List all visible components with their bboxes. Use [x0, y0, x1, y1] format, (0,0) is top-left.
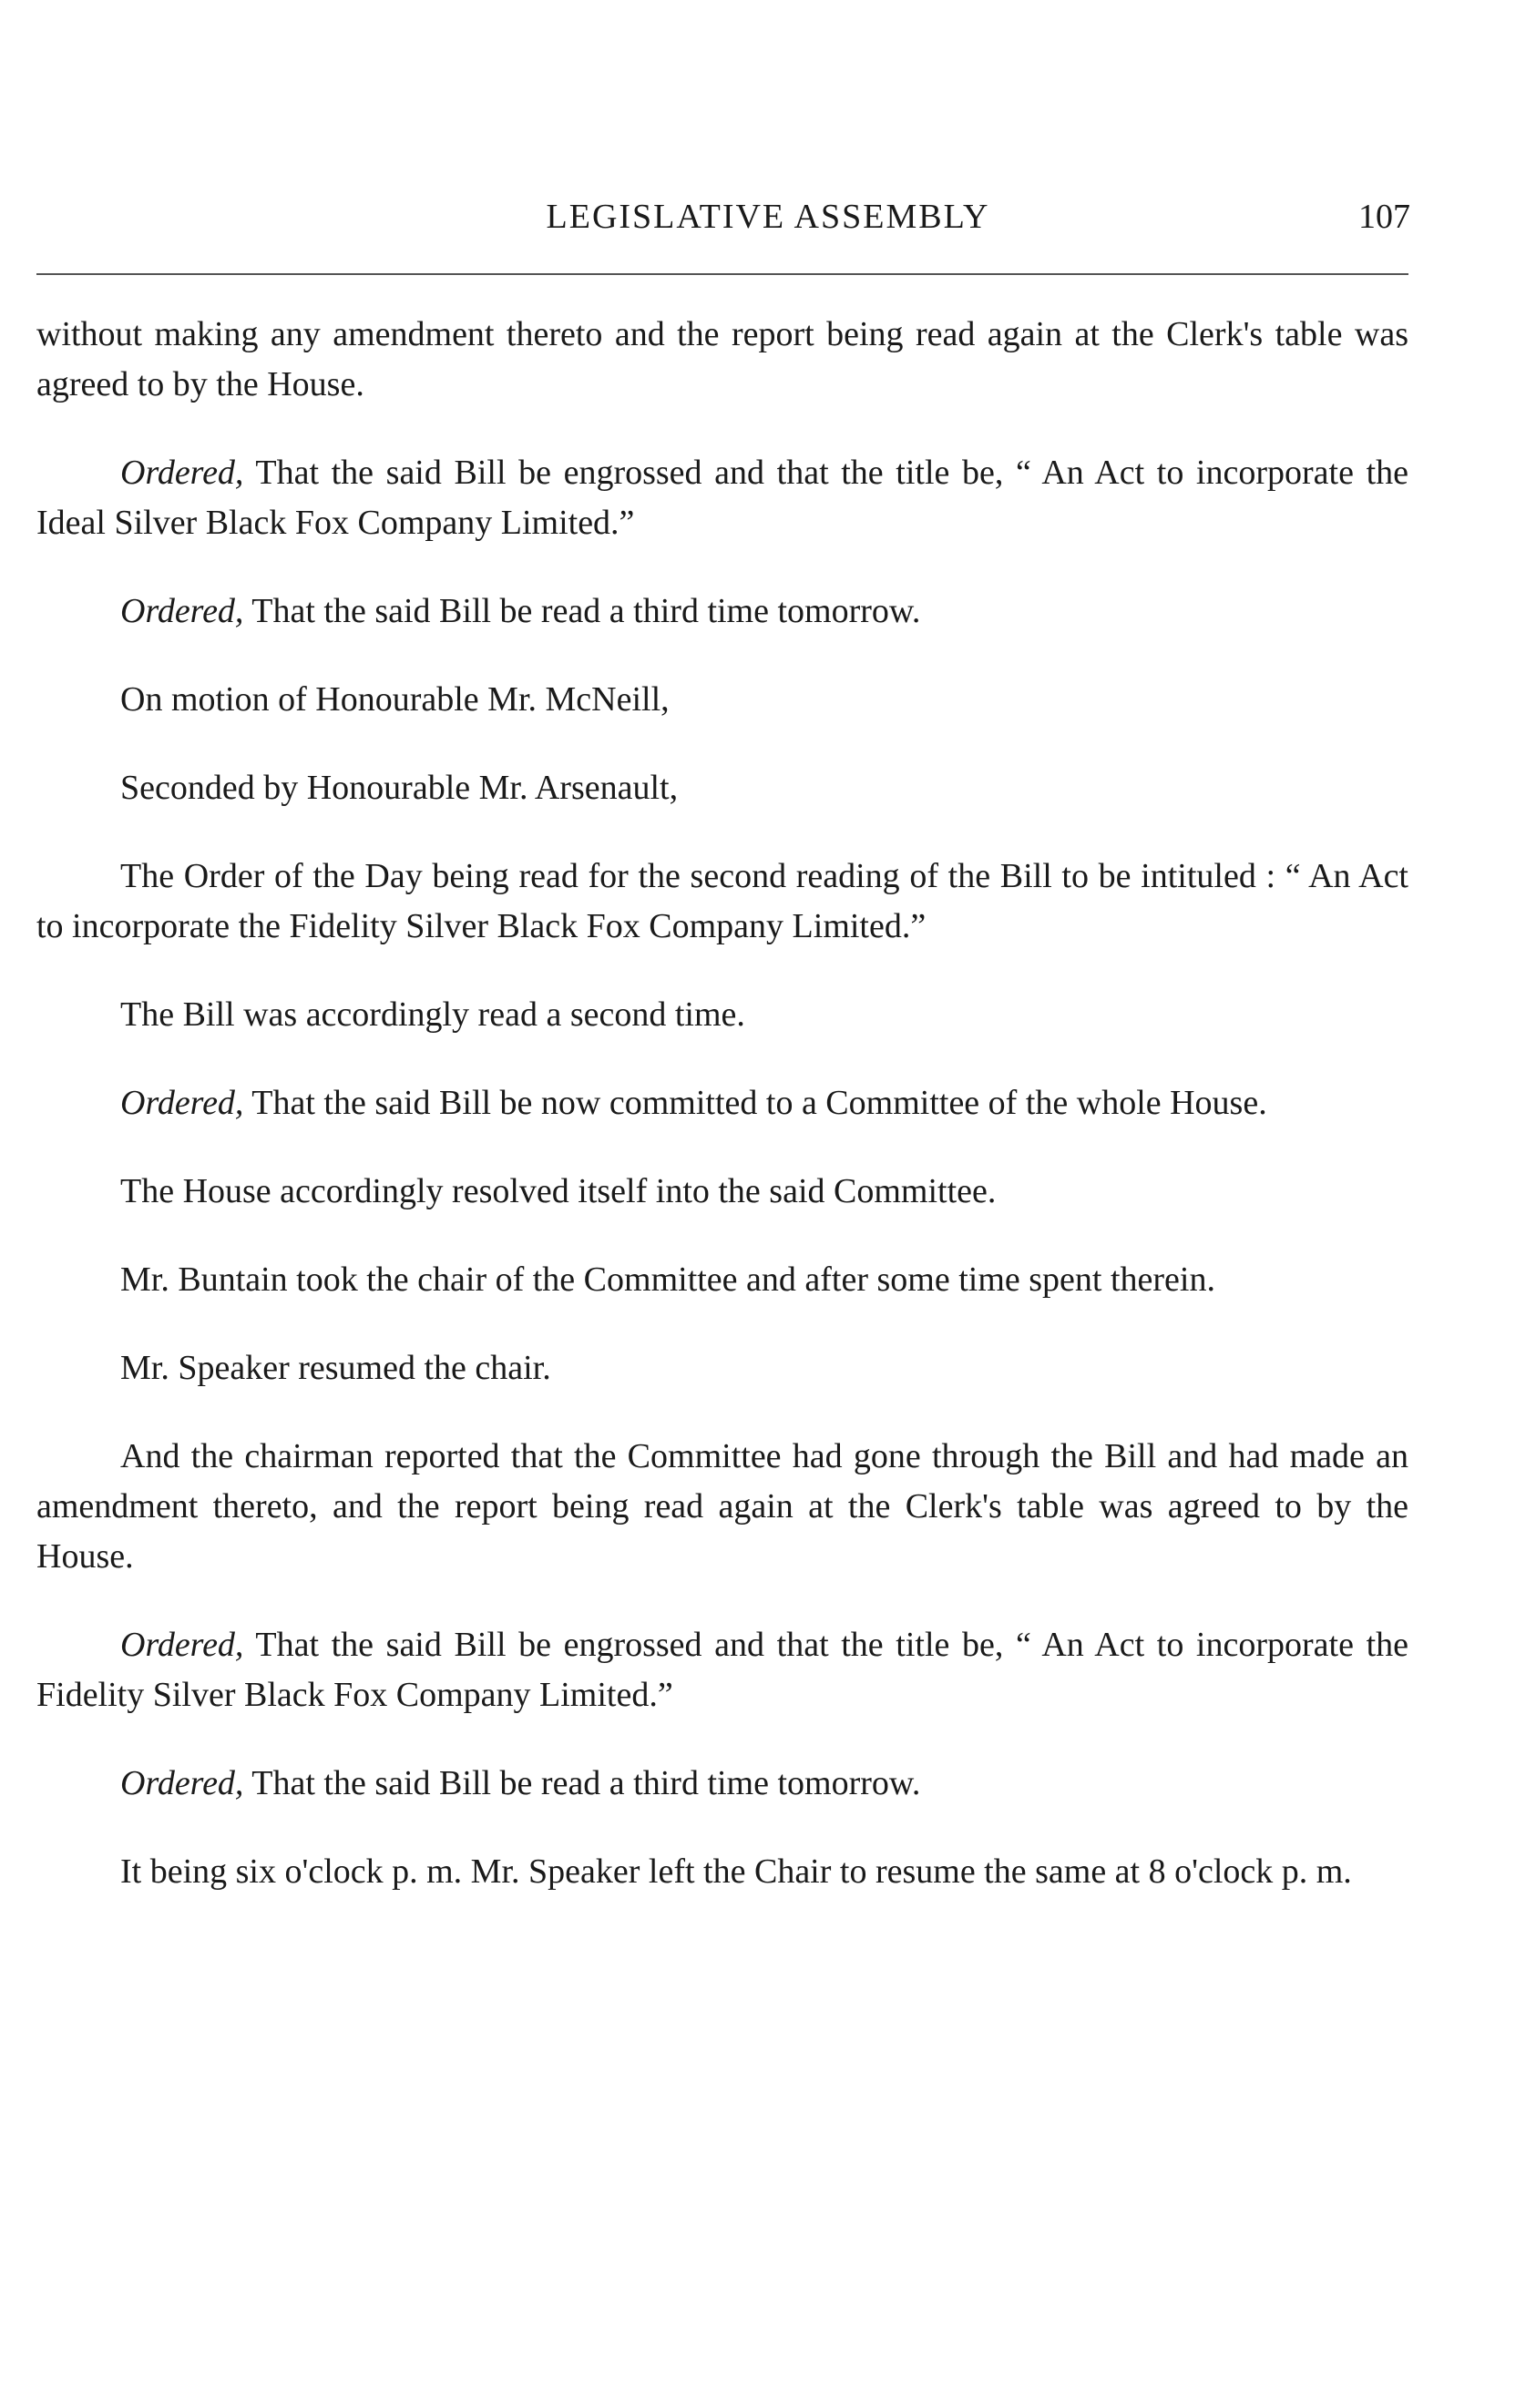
- paragraph-text: That the said Bill be engrossed and that the title be, “ An Act to incorporate the Ideal Silver Black Fox Company Limited.”: [36, 454, 1408, 542]
- paragraph-text: And the chairman reported that the Committee had gone through the Bill and had made an amendment thereto, and the report being read again at the Clerk's table was agreed to by the House.: [36, 1437, 1408, 1576]
- paragraph-lead: Ordered,: [120, 592, 244, 630]
- paragraph: [36, 675, 1408, 725]
- paragraph-text: It being six o'clock p. m. Mr. Speaker left the Chair to resume the same at 8 o'clock p. m.: [120, 1852, 1352, 1891]
- paragraph-text: Seconded by Honourable Mr. Arsenault,: [120, 769, 679, 807]
- paragraph-text: The Order of the Day being read for the second reading of the Bill to be intituled : “ An Act to incorporate the Fidelity Silver Black Fox Company Limited.”: [36, 857, 1408, 945]
- paragraph-text: Mr. Buntain took the chair of the Committee and after some time spent therein.: [120, 1260, 1215, 1299]
- paragraph: [36, 448, 1408, 548]
- paragraph-text: Mr. Speaker resumed the chair.: [120, 1349, 551, 1387]
- paragraph-text: without making any amendment thereto and the report being read again at the Clerk's table was agreed to by the House.: [36, 315, 1408, 403]
- paragraph: [36, 1620, 1408, 1720]
- paragraph-text: The Bill was accordingly read a second time.: [120, 995, 745, 1034]
- running-title: LEGISLATIVE ASSEMBLY: [546, 198, 990, 236]
- paragraph-text: On motion of Honourable Mr. McNeill,: [120, 680, 670, 719]
- paragraph-text: The House accordingly resolved itself into the said Committee.: [120, 1172, 997, 1210]
- body-text: [36, 310, 1408, 1935]
- paragraph: [36, 1432, 1408, 1582]
- paragraph-lead: Ordered,: [120, 1084, 244, 1122]
- paragraph-lead: Ordered,: [120, 454, 244, 492]
- paragraph: [36, 1847, 1408, 1897]
- paragraph: [36, 990, 1408, 1040]
- paragraph: [36, 852, 1408, 952]
- paragraph-text: That the said Bill be read a third time tomorrow.: [251, 592, 921, 630]
- paragraph: [36, 587, 1408, 637]
- paragraph-text: That the said Bill be now committed to a Committee of the whole House.: [251, 1084, 1267, 1122]
- header-rule: [36, 273, 1408, 275]
- page-number: 107: [1358, 198, 1410, 236]
- paragraph: [36, 1167, 1408, 1217]
- paragraph-text: That the said Bill be read a third time tomorrow.: [251, 1764, 921, 1802]
- paragraph-lead: Ordered,: [120, 1764, 244, 1802]
- paragraph-text: That the said Bill be engrossed and that the title be, “ An Act to incorporate the Fidelity Silver Black Fox Company Limited.”: [36, 1626, 1408, 1714]
- paragraph: [36, 763, 1408, 813]
- paragraph: [36, 1759, 1408, 1809]
- paragraph: [36, 1255, 1408, 1305]
- paragraph: [36, 1078, 1408, 1128]
- paragraph: [36, 1343, 1408, 1393]
- paragraph: [36, 310, 1408, 410]
- page-header: [0, 189, 1536, 244]
- paragraph-lead: Ordered,: [120, 1626, 244, 1664]
